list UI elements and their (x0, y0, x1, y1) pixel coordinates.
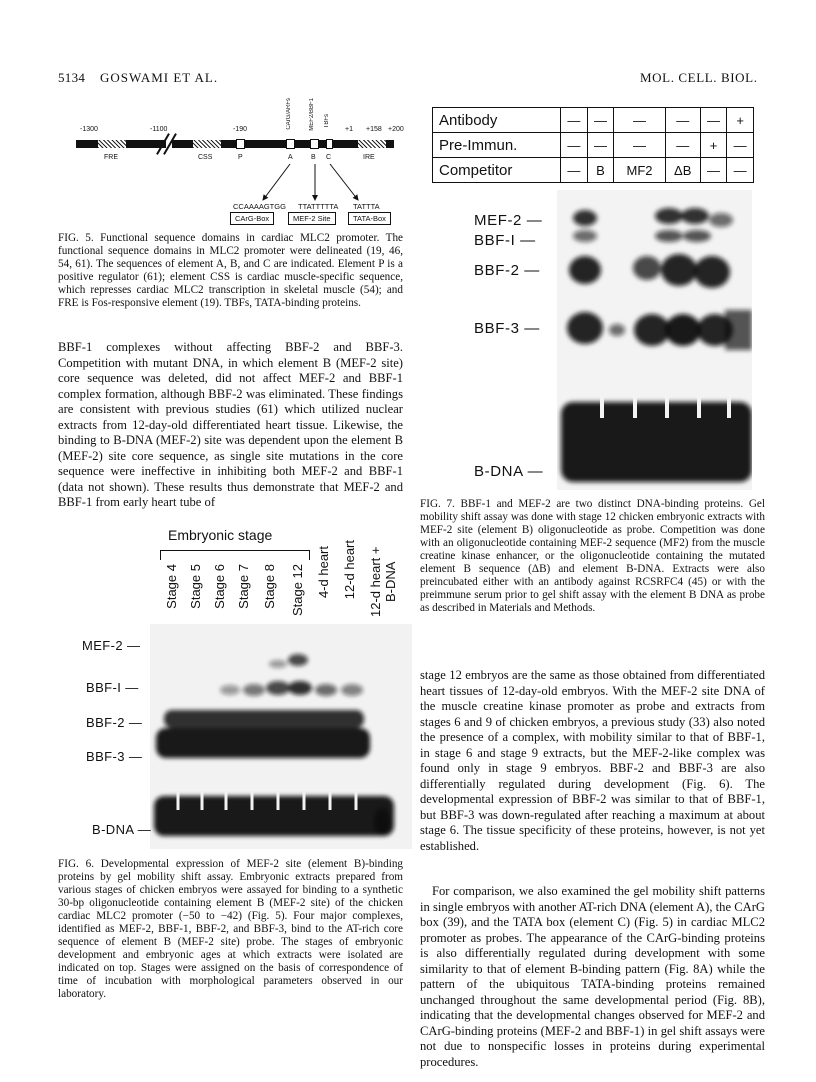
table-cell: + (700, 133, 727, 158)
fig6-caption-text: Developmental expression of MEF-2 site (element B)-binding proteins by gel mobility shift assay. Embryonic extracts prepared from various stages of chicken embryos were assayed for binding to a synthetic 30-bp oligonucleotide containing element B (MEF-2 site) of the chicken cardiac MLC2 promoter (−50 to −42) (Fig. 5). Four major complexes, identified as MEF-2, BBF-1, BBF-2, and BBF-3, bind to the AT-rich core sequence of element B (MEF-2 site) probe. The stages of embryonic development and embryonic ages at which extracts were isolated are indicated on top. Stages were assigned on the basis of correspondence of time of incubation with morphological parameters observed in our laboratory. (58, 858, 404, 1000)
fig7-gel-svg (557, 190, 752, 490)
coord-label: -1300 (80, 126, 98, 133)
fig6-caption (58, 858, 403, 1001)
band-label-bdna: B-DNA — (92, 822, 152, 837)
table-cell: — (727, 133, 754, 158)
running-head-authors: GOSWAMI ET AL. (100, 70, 219, 85)
table-row-competitor (433, 158, 754, 183)
band-label-mef2: MEF-2 — (474, 212, 543, 229)
row-label: Competitor (433, 158, 561, 183)
region-label: C (326, 154, 332, 161)
fig6-gel-image (150, 624, 412, 849)
coord-label: -1100 (150, 126, 168, 133)
table-cell: B (587, 158, 614, 183)
fig7-caption (420, 498, 765, 615)
lane-label: 4-d heart (316, 546, 331, 599)
lane-label: 12-d heart + B-DNA (368, 546, 398, 618)
region-label: FRE (104, 154, 118, 161)
site-label: CArG/ARFs (286, 98, 292, 130)
table-cell: — (665, 133, 700, 158)
region-label: IRE (363, 154, 375, 161)
table-cell: — (700, 108, 727, 133)
table-cell: — (665, 108, 700, 133)
region-label: P (238, 154, 243, 161)
table-cell: — (587, 133, 614, 158)
band-label-bbf2: BBF-2 — (474, 262, 540, 279)
table-cell: — (614, 108, 665, 133)
table-cell: ΔB (665, 158, 700, 183)
sequence-b: TTATTTTTA (298, 202, 339, 211)
band-label-bdna: B-DNA — (474, 463, 544, 480)
table-row-preimmun (433, 133, 754, 158)
table-cell: — (561, 158, 588, 183)
mef2-site-label: MEF-2 Site (288, 212, 336, 225)
body-paragraph-right-1: stage 12 embryos are the same as those obtained from differentiated heart tissues of 12-day-old embryos. With the MEF-2 site DNA of the muscle creatine kinase promoter as probe and extracts from stages 6 and 9 of chicken embryos, a previous study (33) also noted the presence of a complex, with mobility similar to that of BBF-1, in stage 6 and stage 9 extracts, but the MEF-2-like complex was found only in stage 9 embryos. BBF-2 and BBF-3 are also differentially regulated during development (Fig. 6). The developmental expression of BBF-2 was similar to that of BBF-1, but BBF-3 was down-regulated after reaching a maximum at about stage 6. The tissue specificity of these proteins, however, is not yet established. (420, 668, 765, 853)
table-row-antibody (433, 108, 754, 133)
lane-label: Stage 6 (212, 564, 227, 609)
region-label: A (288, 154, 293, 161)
lane-label: 12-d heart (342, 540, 357, 600)
band-label-bbf3: BBF-3 — (86, 749, 143, 764)
lane-label: Stage 4 (164, 564, 179, 609)
fig6-title: Embryonic stage (168, 527, 273, 543)
region-label: B (311, 154, 316, 161)
tata-box-label: TATA-Box (348, 212, 391, 225)
coord-label: +1 (345, 126, 353, 133)
sequence-c: TATTTA (353, 202, 380, 211)
lane-label: Stage 5 (188, 564, 203, 609)
running-head-journal: MOL. CELL. BIOL. (640, 70, 758, 85)
fig6-stage-bracket (160, 550, 310, 560)
coord-label: -190 (233, 126, 248, 133)
fig5-caption (58, 232, 403, 310)
site-label: MEF2/BBF1 (309, 98, 315, 131)
table-cell: — (700, 158, 727, 183)
table-cell: MF2 (614, 158, 665, 183)
table-cell: — (561, 108, 588, 133)
row-label: Antibody (433, 108, 561, 133)
coord-label: +158 (366, 126, 382, 133)
band-label-bbf1: BBF-I — (474, 232, 536, 249)
body-paragraph-right-2: For comparison, we also examined the gel mobility shift patterns in single embryos with another AT-rich DNA (element A), the CArG box (39), and the TATA box (element C) (Fig. 5) in cardiac MLC2 promoter as probes. The appearance of the CArG-binding proteins is also differentially regulated during development with some similarity to that of element B-binding pattern (Fig. 8A) while the pattern of the ubiquitous TATA-binding proteins remained unchanged throughout the same developmental period (Fig. 8B), indicating that the developmental changes observed for MEF-2 and CArG-binding proteins (MEF-2 and BBF-1) in gel shift assays were not due to nonspecific losses in proteins during experimental procedures. (420, 884, 765, 1069)
table-cell: + (727, 108, 754, 133)
fig7-gel-image (557, 190, 752, 490)
fig6-gel-svg (150, 624, 412, 849)
lane-label: Stage 8 (262, 564, 277, 609)
site-label: TBFs (324, 114, 330, 129)
page-number: 5134 (58, 70, 86, 85)
coord-label: +200 (388, 126, 404, 133)
band-label-mef2: MEF-2 — (82, 638, 141, 653)
lane-label: Stage 7 (236, 564, 251, 609)
table-cell: — (587, 108, 614, 133)
fig7-conditions-table (432, 107, 754, 183)
row-label: Pre-Immun. (433, 133, 561, 158)
fig5-promoter-diagram (58, 96, 408, 226)
fig5-caption-text: Functional sequence domains in cardiac MLC2 promoter. The functional sequence domains in MLC2 promoter were delineated (19, 46, 54, 61). The sequences of element A, B, and C are indicated. Element P is a positive regulator (61); element CSS is cardiac muscle-specific sequence, which represses cardiac MLC2 transcription in skeletal muscle (54); and FRE is Fos-responsive element (19). TBFs, TATA-binding proteins. (58, 232, 404, 309)
fig7-caption-label: FIG. 7. (420, 498, 455, 510)
fig6-caption-label: FIG. 6. (58, 858, 94, 870)
sequence-a: CCAAAAGTGG (233, 202, 286, 211)
table-cell: — (727, 158, 754, 183)
fig7-caption-text: BBF-1 and MEF-2 are two distinct DNA-binding proteins. Gel mobility shift assay was done with stage 12 chicken embryonic extracts with MEF-2 site (element B) oligonucleotide as probe. Competition was done with an oligonucleotide containing MEF-2 sequence (MF2) from the muscle creatine kinase enhancer, or the oligonucleotide containing the mutated element B sequence (ΔB) and element B-DNA. Extracts were also preincubated either with an antibody against RCSRFC4 (45) or with the preimmune serum prior to gel shift assay with the element B DNA as probe as described in Materials and Methods. (420, 498, 766, 614)
table-cell: — (561, 133, 588, 158)
fig5-caption-label: FIG. 5. (58, 232, 94, 244)
band-label-bbf2: BBF-2 — (86, 715, 143, 730)
region-label: CSS (198, 154, 213, 161)
body-paragraph-left: BBF-1 complexes without affecting BBF-2 and BBF-3. Competition with mutant DNA, in which element B (MEF-2 site) core sequence was deleted, did not affect MEF-2 and BBF-1 complex formation, although BBF-2 was eliminated. These findings are consistent with previous studies (61) which utilized nuclear extracts from 12-day-old differentiated heart tissue. Likewise, the binding to B-DNA (MEF-2) site was dependent upon the element B (MEF-2) site core sequence, as single site mutations in the core sequence were ineffective in inhibiting both MEF-2 and BBF-1 (data not shown). These results thus demonstrate that MEF-2 and BBF-1 from early heart tube of (58, 340, 403, 509)
band-label-bbf1: BBF-I — (86, 680, 139, 695)
table-cell: — (614, 133, 665, 158)
lane-label: Stage 12 (290, 564, 305, 617)
carg-box-label: CArG-Box (230, 212, 274, 225)
band-label-bbf3: BBF-3 — (474, 320, 540, 337)
